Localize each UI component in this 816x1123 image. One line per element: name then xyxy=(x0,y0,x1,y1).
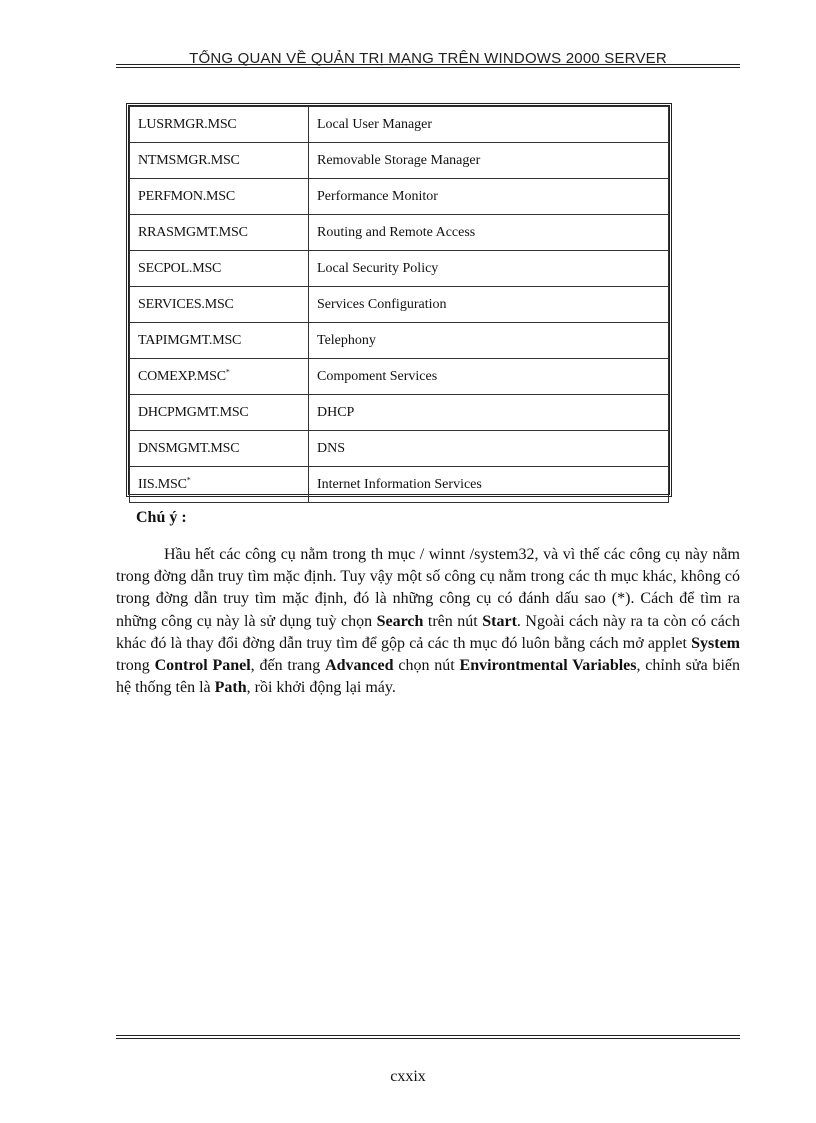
msc-filename-cell: DHCPMGMT.MSC xyxy=(130,395,309,431)
tool-description-cell: Removable Storage Manager xyxy=(309,143,669,179)
tool-description-cell: Internet Information Services xyxy=(309,467,669,503)
table-row xyxy=(130,359,669,395)
table-row xyxy=(130,323,669,359)
tool-description-cell: Telephony xyxy=(309,323,669,359)
note-paragraph: Hầu hết các công cụ nằm trong th mục / winnt /system32, và vì thế các công cụ này nằm trong đờng dẫn truy tìm mặc định. Tuy vậy một số công cụ nằm trong các th mục khác, không có trong đờng dẫn truy tìm mặc định, đó là những công cụ có đánh dấu sao (*). Cách để tìm ra những công cụ này là sử dụng tuỳ chọn Search trên nút Start. Ngoài cách này ra ta còn có cách khác đó là thay đổi đờng dẫn truy tìm để gộp cả các th mục đó luôn bằng cách mở applet System trong Control Panel, đến trang Advanced chọn nút Environtmental Variables, chỉnh sửa biến hệ thống tên là Path, rồi khởi động lại máy. xyxy=(116,546,741,697)
env-vars-term: Environtmental Variables xyxy=(459,657,637,675)
table-row xyxy=(130,287,669,323)
table-row xyxy=(130,467,669,503)
msc-filename-cell: DNSMGMT.MSC xyxy=(130,431,309,467)
control-panel-term: Control Panel xyxy=(154,657,251,675)
path-term: Path xyxy=(214,679,247,697)
msc-filename-cell: NTMSMGR.MSC xyxy=(130,143,309,179)
table-row xyxy=(130,143,669,179)
msc-filename-cell: TAPIMGMT.MSC xyxy=(130,323,309,359)
msc-filename-cell: PERFMON.MSC xyxy=(130,179,309,215)
table-row xyxy=(130,215,669,251)
tool-description-cell: Routing and Remote Access xyxy=(309,215,669,251)
table-row xyxy=(130,251,669,287)
msc-filename-cell: LUSRMGR.MSC xyxy=(130,107,309,143)
table-row xyxy=(130,431,669,467)
advanced-term: Advanced xyxy=(325,657,394,675)
tool-description-cell: Local Security Policy xyxy=(309,251,669,287)
note-title: Chú ý : xyxy=(136,509,187,526)
msc-filename-cell: COMEXP.MSC* xyxy=(130,359,309,395)
system-term: System xyxy=(691,634,740,652)
tool-description-cell: DHCP xyxy=(309,395,669,431)
tool-description-cell: Local User Manager xyxy=(309,107,669,143)
start-term: Start xyxy=(482,612,517,630)
table-row xyxy=(130,179,669,215)
tool-description-cell: Services Configuration xyxy=(309,287,669,323)
table-row xyxy=(130,107,669,143)
search-term: Search xyxy=(376,612,424,630)
page-number: cxxix xyxy=(390,1068,426,1085)
msc-filename-cell: SERVICES.MSC xyxy=(130,287,309,323)
table-row xyxy=(130,395,669,431)
page-header-title: TỔNG QUAN VỀ QUẢN TRỊ MẠNG TRÊN WINDOWS 2000 SERVER xyxy=(189,50,667,67)
msc-filename-cell: IIS.MSC* xyxy=(130,467,309,503)
header-rule xyxy=(116,64,740,68)
msc-filename-cell: SECPOL.MSC xyxy=(130,251,309,287)
tool-description-cell: Compoment Services xyxy=(309,359,669,395)
asterisk-mark: * xyxy=(225,366,230,376)
msc-filename-cell: RRASMGMT.MSC xyxy=(130,215,309,251)
msc-tools-table xyxy=(126,103,672,497)
footer-rule xyxy=(116,1035,740,1039)
tool-description-cell: DNS xyxy=(309,431,669,467)
tool-description-cell: Performance Monitor xyxy=(309,179,669,215)
asterisk-mark: * xyxy=(186,474,191,484)
